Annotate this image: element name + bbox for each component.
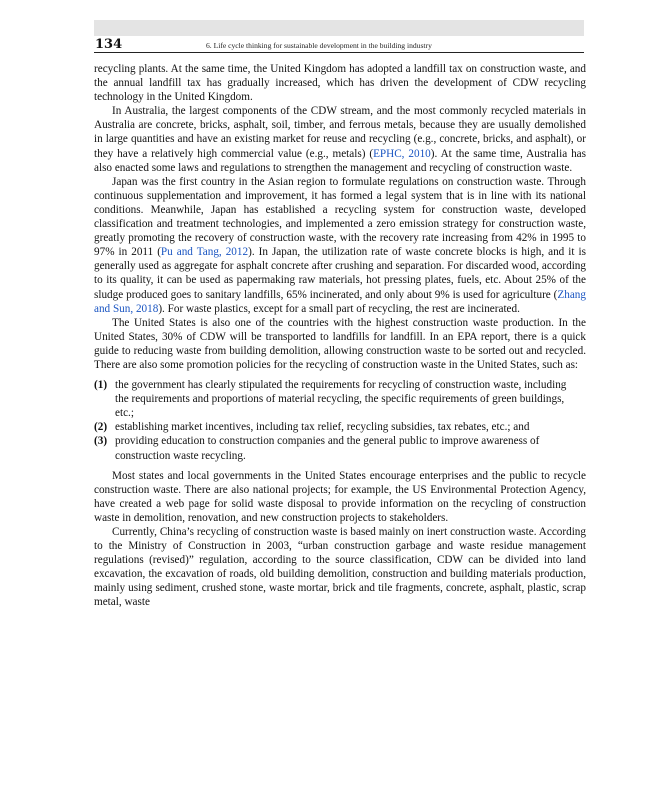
paragraph-us-governments: Most states and local governments in the United States encourage enterprises and the public to recycle construction waste. There are also national projects; for example, the US Environmental Protection Agency, have created a web page for solid waste disposal to provide information on the recycling of construction waste in demolition, renovation, and new construction projects to stakeholders.: [94, 469, 586, 524]
citation-link[interactable]: Pu and Tang, 2012: [160, 246, 249, 259]
header-rule: [94, 52, 584, 53]
paragraph-japan: Japan was the first country in the Asian region to formulate regulations on construction waste. Through continuous supplementation and improvement, it has formed a legal system that is in line with its national conditions. Meanwhile, Japan has established a recycling system for construction waste, developed classification and treatment technologies, and implemented a zero emission strategy for construction waste, greatly promoting the recovery of construction waste, with the recovery rate increasing from 42% in 1995 to 97% in 2011 (Pu and Tang, 2012). In Japan, the utilization rate of waste concrete blocks is high, and it is generally used as aggregate for asphalt concrete after crushing and separation. For discarded wood, according to its quality, it can be used as papermaking raw materials, hot pressing plates, fuels, etc. About 25% of the sludge produced goes to sanitary landfills, 65% incinerated, and only about 9% is used for agriculture (Zhang and Sun, 2018). For waste plastics, except for a small part of recycling, the rest are incinerated.: [94, 175, 586, 315]
list-item: (2) establishing market incentives, including tax relief, recycling subsidies, tax rebates, etc.; and: [94, 421, 530, 434]
list-number: (1): [94, 379, 108, 392]
paragraph-united-states: The United States is also one of the countries with the highest construction waste production. In the United States, 30% of CDW will be transported to landfills for landfill. In an EPA report, there is a quick guide to reducing waste from building demolition, allowing construction waste to be sorted out and recycled. There are also some promotion policies for the recycling of construction waste in the United States, such as:: [94, 316, 586, 371]
running-head: 6. Life cycle thinking for sustainable development in the building industry: [206, 41, 432, 50]
list-number: (2): [94, 421, 108, 434]
header-band: [94, 20, 584, 36]
policy-list: [94, 378, 586, 463]
list-item: (3) providing education to construction companies and the general public to improve awareness of construction waste recycling.: [94, 435, 540, 462]
citation-link[interactable]: EPHC, 2010: [373, 147, 431, 160]
paragraph-china: Currently, China’s recycling of construction waste is based mainly on inert construction waste. According to the Ministry of Construction in 2003, “urban construction garbage and waste residue management regulations (revised)” regulation, according to the source classification, CDW can be divided into land excavation, the excavation of roads, old building demolition, construction and building materials production, mainly using sediment, crushed stone, waste mortar, brick and tile fragments, concrete, asphalt, plastic, scrap metal, waste: [94, 526, 586, 609]
page-number: 134: [95, 37, 123, 52]
list-number: (3): [94, 435, 108, 448]
citation-link[interactable]: Zhang and Sun, 2018: [94, 288, 586, 315]
list-item: (1) the government has clearly stipulated the requirements for recycling of construction waste, including the requirements and proportions of material recycling, the specific requirements of green buildings, etc.;: [94, 379, 567, 420]
body-text: [94, 62, 586, 610]
paragraph-uk: recycling plants. At the same time, the United Kingdom has adopted a landfill tax on construction waste, and the annual landfill tax has gradually increased, which has driven the development of CDW recycling technology in the United Kingdom.: [94, 63, 586, 104]
paragraph-australia: In Australia, the largest components of the CDW stream, and the most commonly recycled materials in Australia are concrete, bricks, asphalt, soil, timber, and ferrous metals, because they are usually demolished in large quantities and have an existing market for reuse and recycling (e.g., concrete, bricks, and asphalt), or they have a relatively high commercial value (e.g., metals) (EPHC, 2010). At the same time, Australia has also enacted some laws and regulations to strengthen the management and recycling of construction waste.: [94, 105, 586, 174]
